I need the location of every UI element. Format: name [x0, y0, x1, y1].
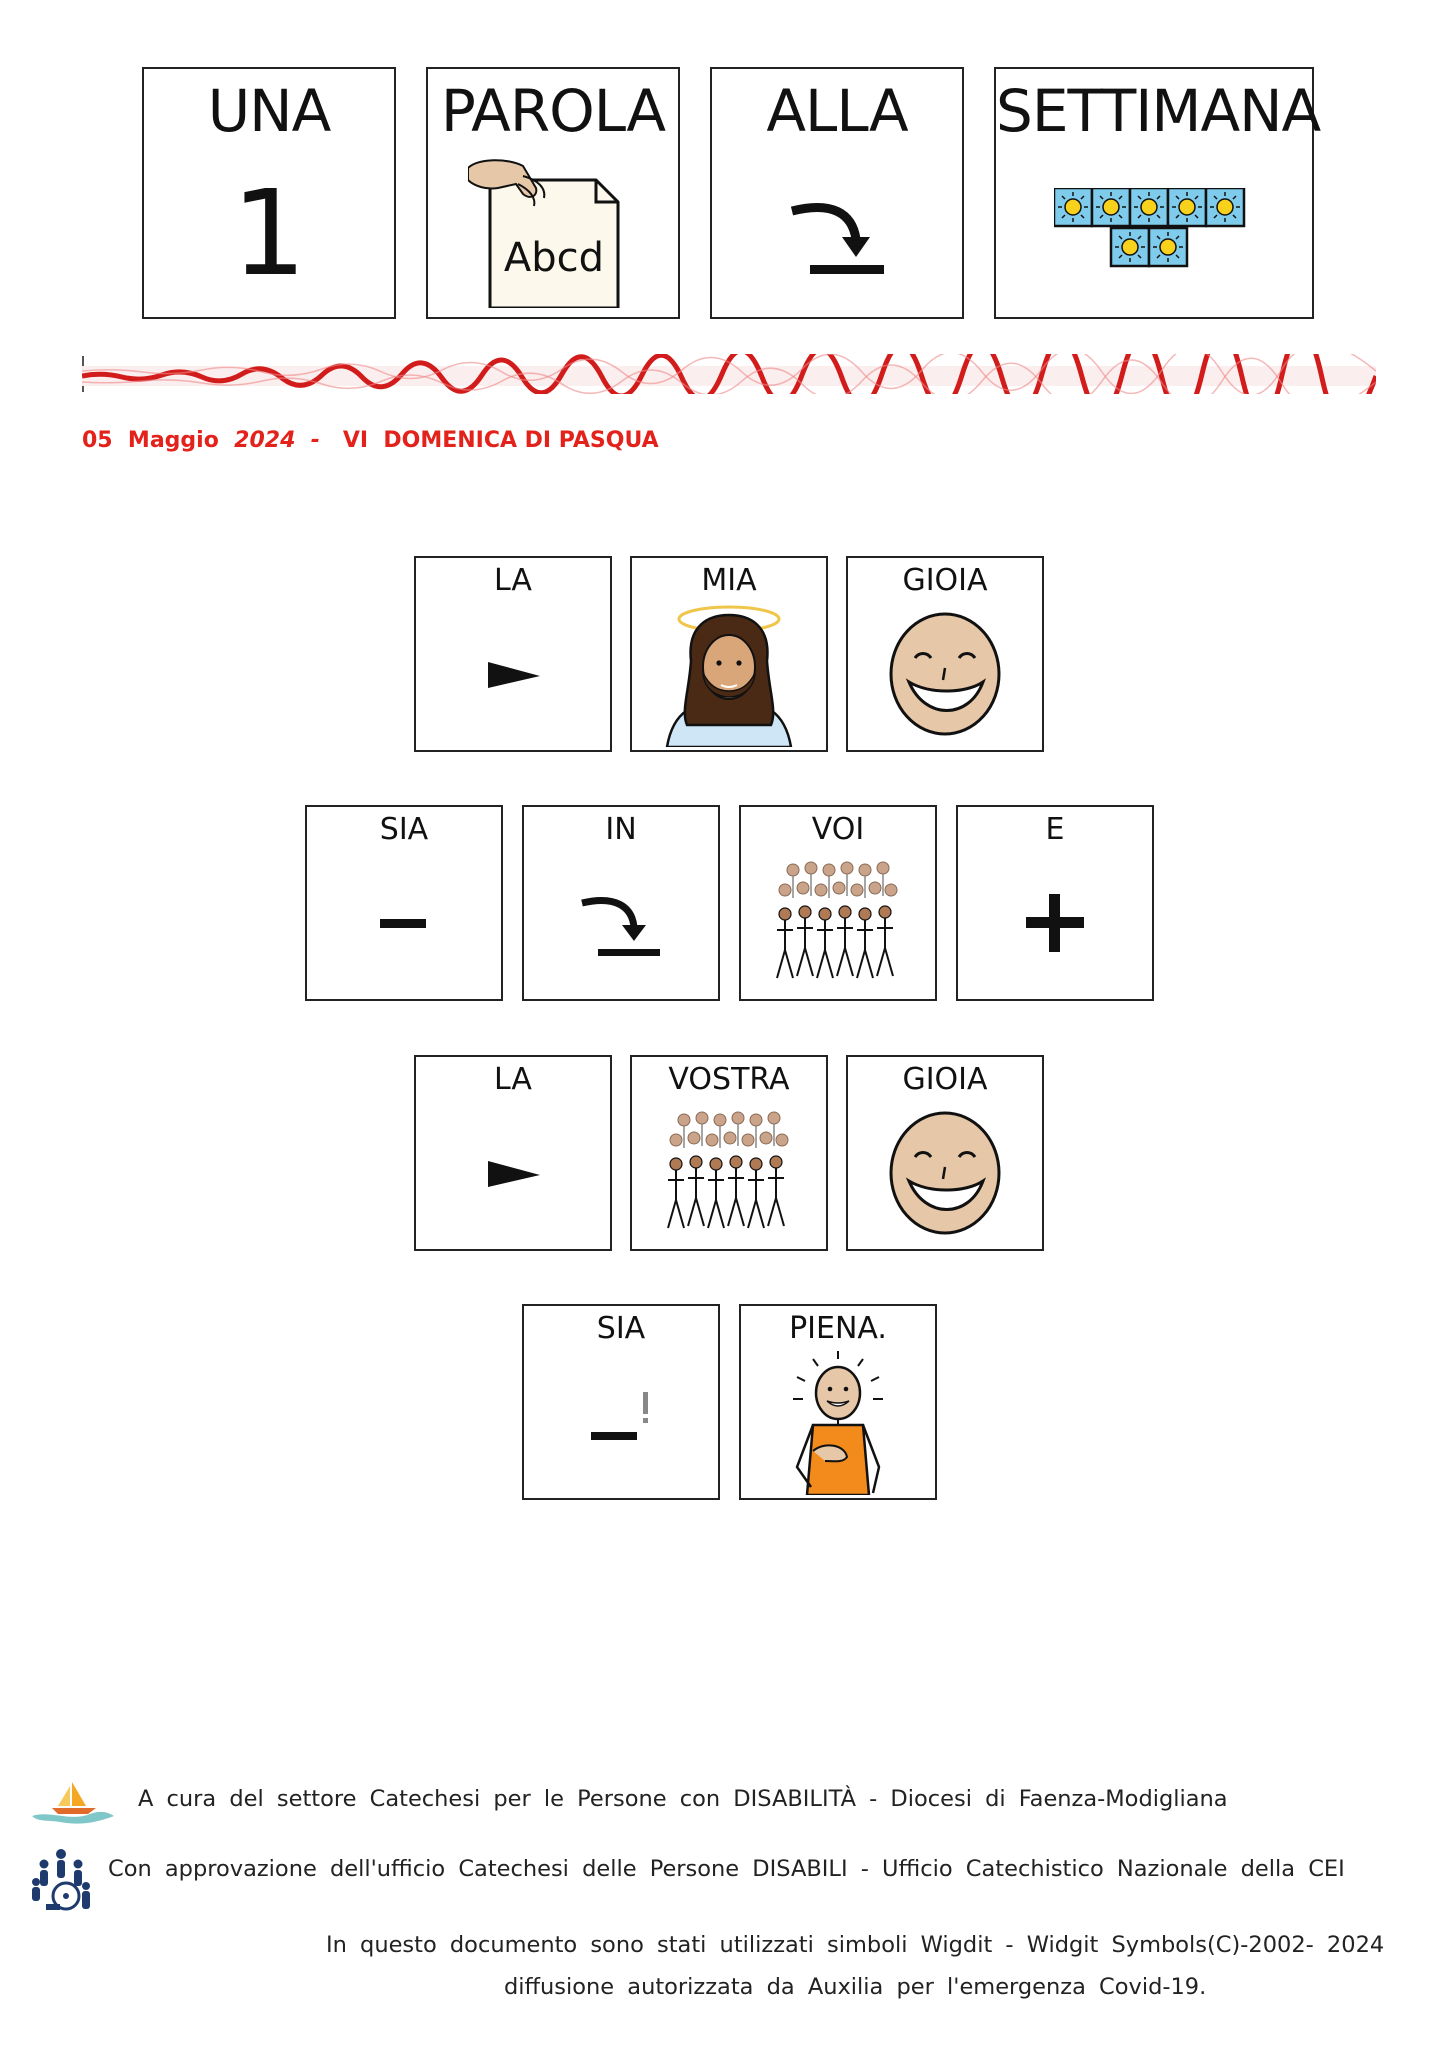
card-label: GIOIA — [902, 1062, 988, 1097]
card-label: VOSTRA — [668, 1062, 790, 1097]
card-label: MIA — [701, 563, 757, 598]
card-label: IN — [605, 812, 637, 847]
jesus-icon — [632, 602, 826, 746]
symbol-card-piena — [739, 1304, 937, 1500]
article-arrow-icon — [416, 602, 610, 746]
card-label: PIENA. — [789, 1311, 887, 1346]
happy-face-icon — [848, 1101, 1042, 1245]
card-label: GIOIA — [902, 563, 988, 598]
symbol-card-in — [522, 805, 720, 1001]
symbol-card-la — [414, 556, 612, 752]
word-card-text: Abcd — [503, 235, 605, 281]
card-label: LA — [494, 563, 532, 598]
footer-credit-line-3: In questo documento sono stati utilizzati simboli Wigdit - Widgit Symbols(C)-2002- 2024 — [326, 1932, 1385, 1958]
header-card-settimana — [994, 67, 1321, 319]
red-divider-line — [82, 354, 1376, 394]
symbol-card-vostra — [630, 1055, 828, 1251]
symbol-card-la-2 — [414, 1055, 612, 1251]
happy-face-icon — [848, 602, 1042, 746]
date-year: 2024 - — [234, 428, 343, 453]
symbol-card-gioia-2 — [846, 1055, 1044, 1251]
article-arrow-icon — [416, 1101, 610, 1245]
header-number: 1 — [231, 164, 307, 302]
footer-credit-line-1: A cura del settore Catechesi per le Persone con DISABILITÀ - Diocesi di Faenza-Modigliana — [138, 1786, 1228, 1812]
header-word: SETTIMANA — [996, 77, 1321, 145]
card-label: LA — [494, 1062, 532, 1097]
header-card-una — [142, 67, 396, 319]
plus-icon — [958, 851, 1152, 995]
date-line — [82, 428, 659, 453]
symbol-card-voi — [739, 805, 937, 1001]
joyful-person-icon — [741, 1350, 935, 1494]
people-group-icon — [741, 851, 935, 995]
verb-dash-icon — [307, 851, 501, 995]
boat-logo — [30, 1778, 114, 1826]
footer-credit-line-2: Con approvazione dell'ufficio Catechesi delle Persone DISABILI - Ufficio Catechistico Nazionale della CEI — [108, 1856, 1345, 1882]
week-calendar-icon — [996, 161, 1312, 305]
header-word: UNA — [207, 77, 331, 145]
word-card-icon-wrap — [428, 161, 678, 305]
card-label: VOI — [811, 812, 865, 847]
header-card-alla — [710, 67, 964, 319]
disability-group-logo — [26, 1846, 96, 1916]
date-day-month: 05 Maggio — [82, 428, 235, 453]
header-word: PAROLA — [440, 77, 666, 145]
footer-credit-line-4: diffusione autorizzata da Auxilia per l'emergenza Covid-19. — [504, 1974, 1207, 2000]
header-card-parola — [426, 67, 680, 319]
header-word: ALLA — [766, 77, 908, 145]
word-card-icon — [468, 158, 638, 308]
arrow-in-icon — [524, 851, 718, 995]
arrow-into-icon — [712, 161, 962, 305]
card-label: E — [1045, 812, 1065, 847]
symbol-card-e — [956, 805, 1154, 1001]
number-one-icon — [144, 161, 394, 305]
symbol-card-mia — [630, 556, 828, 752]
card-label: SIA — [379, 812, 429, 847]
symbol-card-sia — [305, 805, 503, 1001]
symbol-card-gioia — [846, 556, 1044, 752]
celebration-title: VI DOMENICA DI PASQUA — [342, 428, 659, 453]
card-label: SIA — [596, 1311, 646, 1346]
symbol-card-sia-2 — [522, 1304, 720, 1500]
people-group-icon — [632, 1101, 826, 1245]
verb-dash-exclamation-icon — [524, 1350, 718, 1494]
